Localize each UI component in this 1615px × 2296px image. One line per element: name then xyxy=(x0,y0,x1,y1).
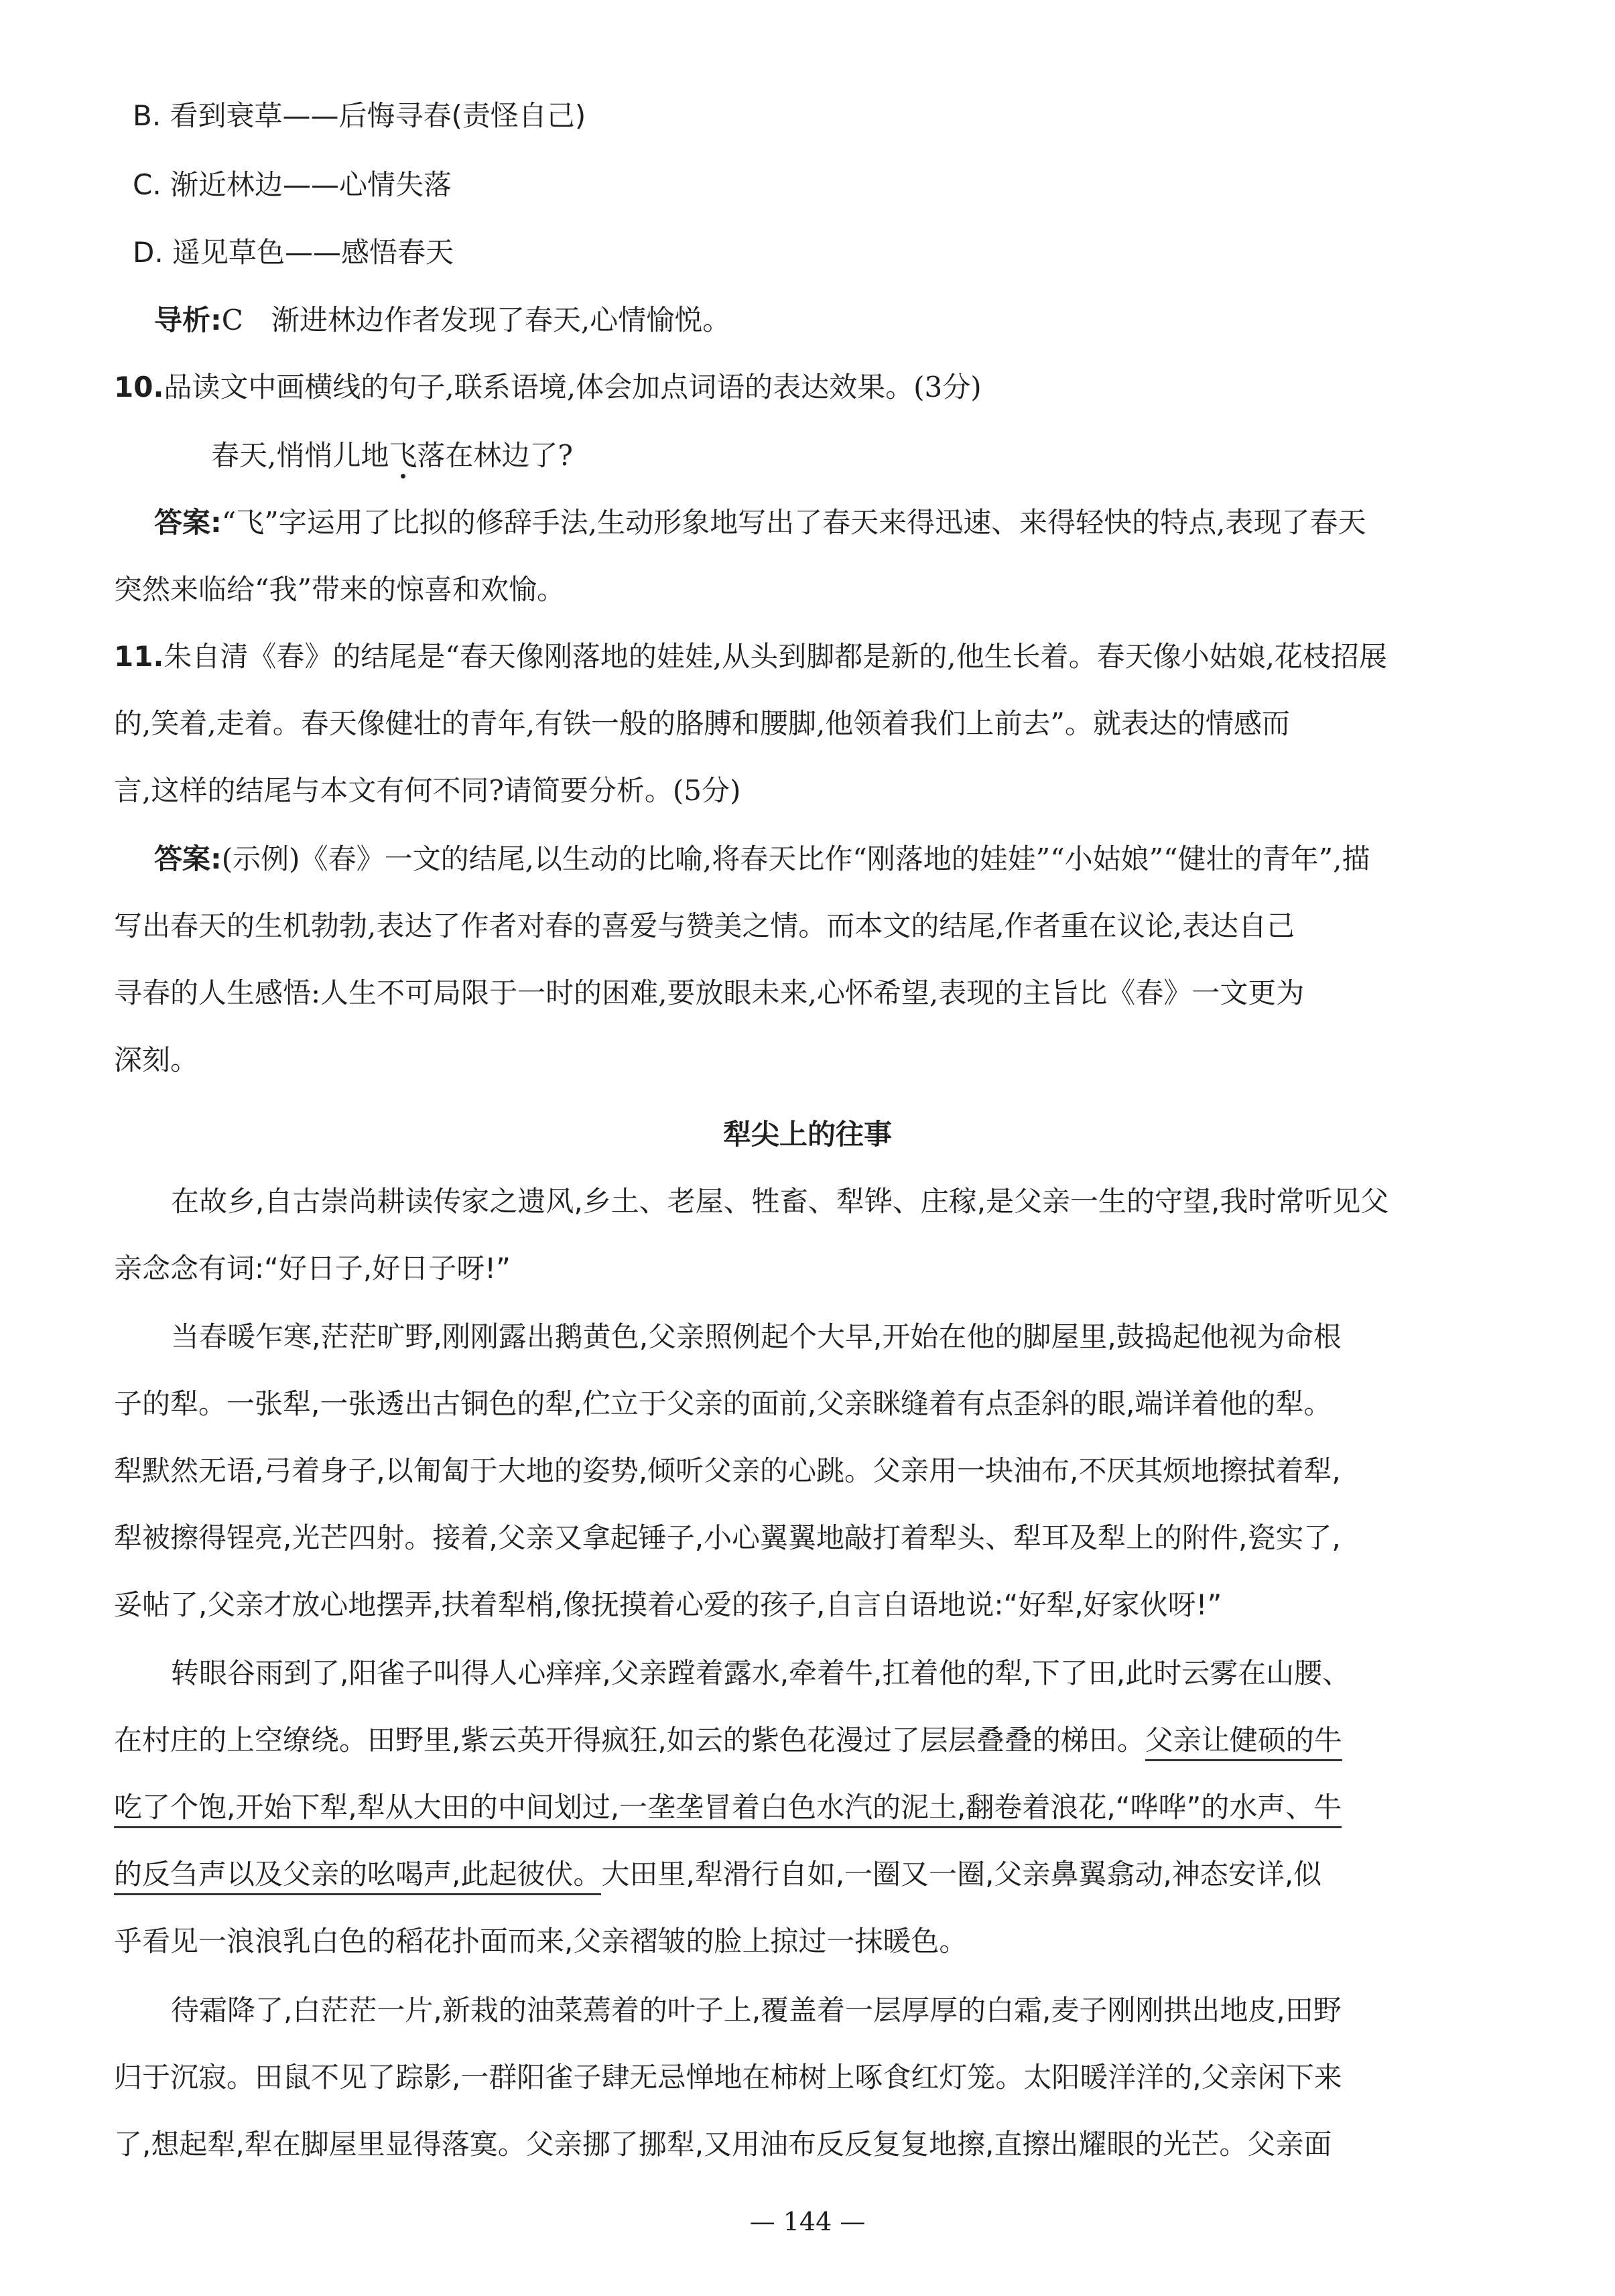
article-p4-line-1: 待霜降了,白茫茫一片,新栽的油菜蔫着的叶子上,覆盖着一层厚厚的白霜,麦子刚刚拱出地皮,田野 xyxy=(171,1994,1342,2027)
article-p4-line-3: 了,想起犁,犁在脚屋里显得落寞。父亲挪了挪犁,又用油布反反复复地擦,直擦出耀眼的光芒。父亲面 xyxy=(114,2128,1332,2161)
answer-11-line-4: 深刻。 xyxy=(114,1043,199,1076)
answer-10-text-1: “飞”字运用了比拟的修辞手法,生动形象地写出了春天来得迅速、来得轻快的特点,表现了春天 xyxy=(221,506,1366,539)
article-p4-line-2: 归于沉寂。田鼠不见了踪影,一群阳雀子肆无忌惮地在柿树上啄食红灯笼。太阳暖洋洋的,父亲闲下来 xyxy=(114,2061,1342,2094)
option-c: C. 渐近林边——心情失落 xyxy=(133,168,452,201)
question-11-line-3: 言,这样的结尾与本文有何不同?请简要分析。(5分) xyxy=(114,774,741,807)
option-b: B. 看到衰草——后悔寻春(责怪自己) xyxy=(133,99,586,132)
answer-11-text-1: (示例)《春》一文的结尾,以生动的比喻,将春天比作“刚落地的娃娃”“小姑娘”“健壮的青年”,描 xyxy=(221,842,1370,875)
question-10-quote xyxy=(211,436,1525,476)
analysis-label: 导析: xyxy=(154,304,222,336)
p3-line-4-plain: 大田里,犁滑行自如,一圈又一圈,父亲鼻翼翕动,神态安详,似 xyxy=(601,1858,1322,1891)
article-p3-line-3 xyxy=(114,1787,1427,1828)
question-10-number: 10. xyxy=(114,371,164,403)
analysis-9 xyxy=(154,300,1468,340)
answer-10-line-1 xyxy=(154,503,1468,543)
question-10 xyxy=(114,367,1427,407)
article-p3-line-5: 乎看见一浪浪乳白色的稻花扑面而来,父亲褶皱的脸上掠过一抹暖色。 xyxy=(114,1925,968,1958)
question-11-text-1: 朱自清《春》的结尾是“春天像刚落地的娃娃,从头到脚都是新的,他生长着。春天像小姑娘,花枝招展 xyxy=(164,640,1387,673)
article-p1-line-1: 在故乡,自古崇尚耕读传家之遗风,乡土、老屋、牲畜、犁铧、庄稼,是父亲一生的守望,我时常听见父 xyxy=(171,1185,1389,1218)
article-p2-line-2: 子的犁。一张犁,一张透出古铜色的犁,伫立于父亲的面前,父亲眯缝着有点歪斜的眼,端详着他的犁。 xyxy=(114,1387,1332,1420)
option-d: D. 遥见草色——感悟春天 xyxy=(133,236,454,269)
article-title: 犁尖上的往事 xyxy=(722,1118,892,1151)
article-p2-line-4: 犁被擦得锃亮,光芒四射。接着,父亲又拿起锤子,小心翼翼地敲打着犁头、犁耳及犁上的附件,瓷实了, xyxy=(114,1521,1341,1554)
article-p1-line-2: 亲念念有词:“好日子,好日子呀!” xyxy=(114,1252,511,1285)
question-11-line-1 xyxy=(114,637,1427,677)
article-p3-line-1: 转眼谷雨到了,阳雀子叫得人心痒痒,父亲蹚着露水,牵着牛,扛着他的犁,下了田,此时云雾在山腰、 xyxy=(171,1657,1351,1689)
answer-11-line-3: 寻春的人生感悟:人生不可局限于一时的困难,要放眼未来,心怀希望,表现的主旨比《春》一文更为 xyxy=(114,976,1305,1009)
underlined-sentence-end: 的反刍声以及父亲的吆喝声,此起彼伏。 xyxy=(114,1858,601,1895)
underlined-sentence-start: 父亲让健硕的牛 xyxy=(1145,1724,1342,1761)
article-p2-line-1: 当春暖乍寒,茫茫旷野,刚刚露出鹅黄色,父亲照例起个大早,开始在他的脚屋里,鼓捣起他视为命根 xyxy=(171,1320,1342,1353)
answer-11-label: 答案: xyxy=(154,842,222,875)
p3-line-2-plain: 在村庄的上空缭绕。田野里,紫云英开得疯狂,如云的紫色花漫过了层层叠叠的梯田。 xyxy=(114,1724,1145,1757)
dotted-word: 飞 xyxy=(389,439,417,472)
underlined-sentence-middle: 吃了个饱,开始下犁,犁从大田的中间划过,一垄垄冒着白色水汽的泥土,翻卷着浪花,“哗哗”的水声、牛 xyxy=(114,1791,1342,1828)
answer-10-label: 答案: xyxy=(154,506,222,539)
quote-part-a: 春天,悄悄儿地 xyxy=(211,439,389,472)
article-p2-line-5: 妥帖了,父亲才放心地摆弄,扶着犁梢,像抚摸着心爱的孩子,自言自语地说:“好犁,好家伙呀!” xyxy=(114,1588,1222,1621)
quote-part-b: 落在林边了? xyxy=(417,439,573,472)
answer-11-line-1 xyxy=(154,839,1468,879)
article-p2-line-3: 犁默然无语,弓着身子,以匍匐于大地的姿势,倾听父亲的心跳。父亲用一块油布,不厌其烦地擦拭着犁, xyxy=(114,1454,1341,1487)
question-11-number: 11. xyxy=(114,640,164,673)
page-number: — 144 — xyxy=(749,2207,866,2236)
answer-10-line-2: 突然来临给“我”带来的惊喜和欢愉。 xyxy=(114,573,565,606)
article-p3-line-2 xyxy=(114,1720,1427,1761)
question-10-text: 品读文中画横线的句子,联系语境,体会加点词语的表达效果。(3分) xyxy=(164,371,982,403)
answer-11-line-2: 写出春天的生机勃勃,表达了作者对春的喜爱与赞美之情。而本文的结尾,作者重在议论,表达自己 xyxy=(114,909,1295,942)
article-p3-line-4 xyxy=(114,1854,1427,1895)
analysis-text: C 渐进林边作者发现了春天,心情愉悦。 xyxy=(221,304,731,336)
question-11-line-2: 的,笑着,走着。春天像健壮的青年,有铁一般的胳膊和腰脚,他领着我们上前去”。就表达的情感而 xyxy=(114,707,1290,740)
